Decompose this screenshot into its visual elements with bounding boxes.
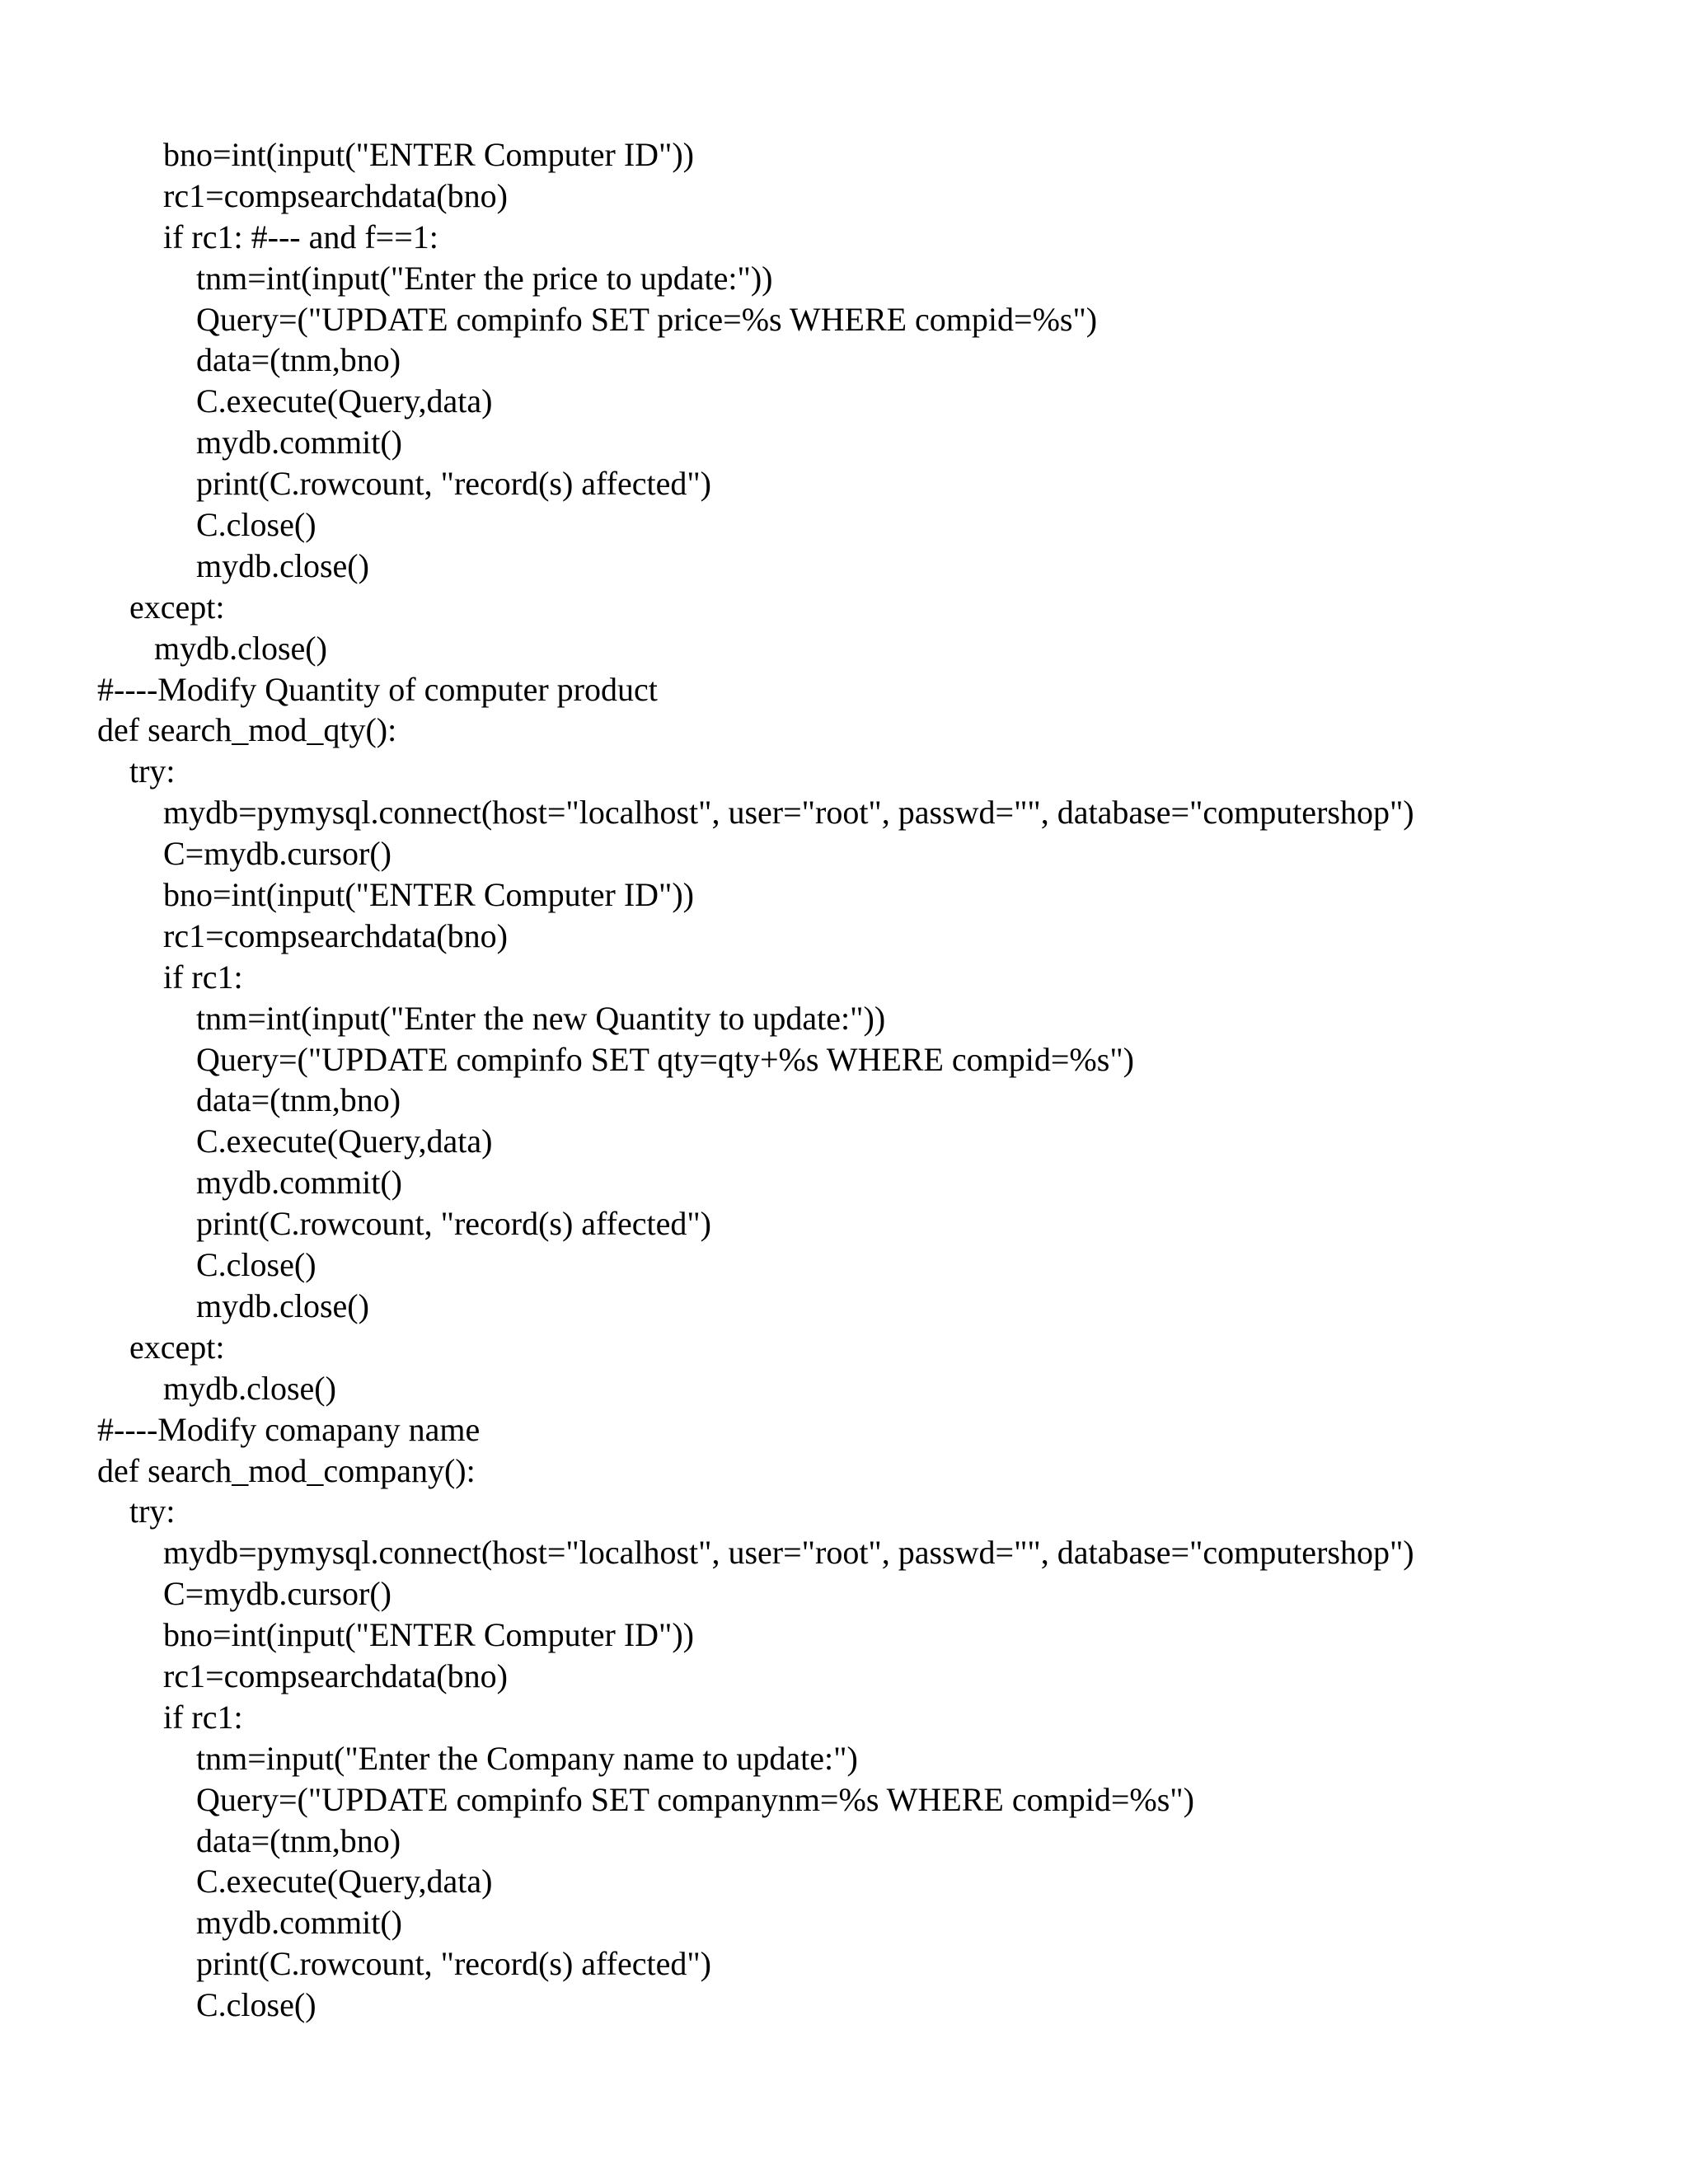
code-line: rc1=compsearchdata(bno) — [163, 916, 508, 954]
code-comment: #----Modify comapany name — [97, 1410, 481, 1448]
code-line: bno=int(input("ENTER Computer ID")) — [163, 876, 695, 914]
code-line: bno=int(input("ENTER Computer ID")) — [163, 136, 695, 173]
code-line: C.close() — [196, 1246, 316, 1284]
code-line: data=(tnm,bno) — [196, 1821, 401, 1859]
code-line: Query=("UPDATE compinfo SET qty=qty+%s WHERE compid=%s") — [196, 1040, 1134, 1078]
code-line: mydb.close() — [196, 1286, 369, 1324]
code-line: data=(tnm,bno) — [196, 341, 401, 379]
code-line: tnm=input("Enter the Company name to update:") — [196, 1739, 858, 1777]
code-line: def search_mod_qty(): — [97, 711, 397, 749]
code-line: mydb.commit() — [196, 1904, 402, 1942]
code-line: mydb.commit() — [196, 424, 402, 462]
code-line: print(C.rowcount, "record(s) affected") — [196, 465, 711, 503]
code-line: data=(tnm,bno) — [196, 1081, 401, 1119]
code-line: try: — [129, 1493, 176, 1530]
code-line: mydb.commit() — [196, 1164, 402, 1202]
code-line: if rc1: — [163, 958, 243, 996]
code-line: except: — [129, 588, 225, 626]
code-line: print(C.rowcount, "record(s) affected") — [196, 1945, 711, 1983]
code-line: tnm=int(input("Enter the price to update:")) — [196, 259, 773, 297]
code-line: C.execute(Query,data) — [196, 1863, 493, 1900]
code-line: mydb=pymysql.connect(host="localhost", user="root", passwd="", database="computershop") — [163, 1534, 1414, 1572]
code-line: print(C.rowcount, "record(s) affected") — [196, 1205, 711, 1243]
code-line: if rc1: #--- and f==1: — [163, 218, 438, 255]
code-listing — [0, 134, 1688, 2026]
code-line: C.execute(Query,data) — [196, 1122, 493, 1160]
code-line: mydb=pymysql.connect(host="localhost", user="root", passwd="", database="computershop") — [163, 794, 1414, 832]
code-line: C=mydb.cursor() — [163, 835, 392, 873]
code-line: C.close() — [196, 506, 316, 544]
code-line: C=mydb.cursor() — [163, 1575, 392, 1613]
code-line: bno=int(input("ENTER Computer ID")) — [163, 1616, 695, 1654]
code-line: rc1=compsearchdata(bno) — [163, 176, 508, 214]
code-line: Query=("UPDATE compinfo SET companynm=%s WHERE compid=%s") — [196, 1780, 1194, 1818]
code-line: mydb.close() — [196, 546, 369, 584]
code-line: try: — [129, 752, 176, 790]
code-line: C.close() — [196, 1986, 316, 2024]
code-line: rc1=compsearchdata(bno) — [163, 1657, 508, 1694]
code-line: except: — [129, 1328, 225, 1366]
code-line: Query=("UPDATE compinfo SET price=%s WHERE compid=%s") — [196, 300, 1098, 338]
code-line: if rc1: — [163, 1698, 243, 1736]
code-line: mydb.close() — [154, 629, 327, 667]
code-line: def search_mod_company(): — [97, 1451, 476, 1489]
code-line: mydb.close() — [163, 1369, 336, 1407]
code-line: tnm=int(input("Enter the new Quantity to update:")) — [196, 999, 886, 1037]
code-comment: #----Modify Quantity of computer product — [97, 670, 658, 708]
code-line: C.execute(Query,data) — [196, 382, 493, 420]
